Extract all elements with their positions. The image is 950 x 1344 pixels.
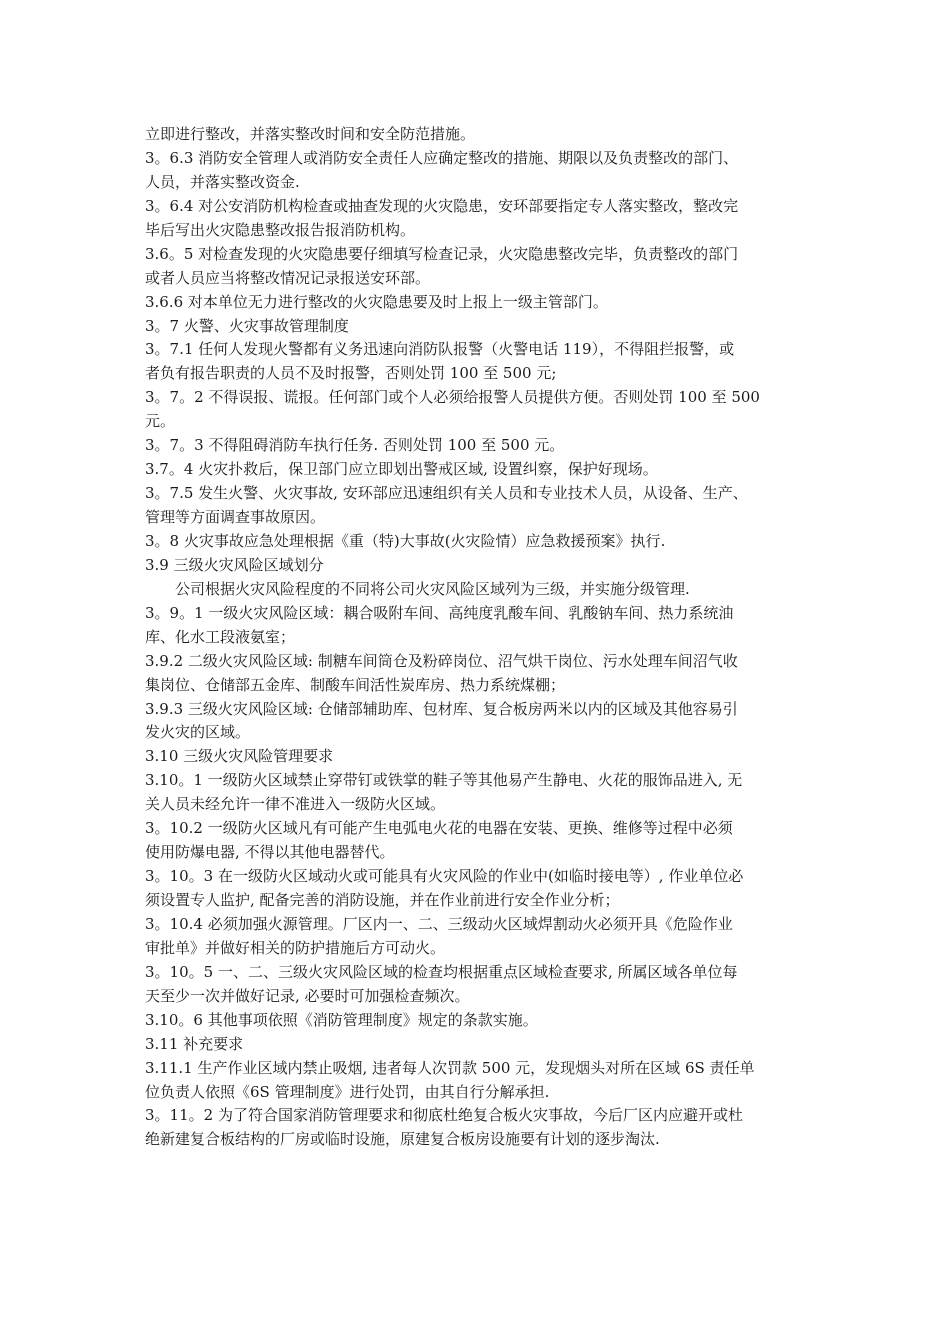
text-line: 3.9.3 三级火灾风险区域: 仓储部辅助库、包材库、复合板房两米以内的区域及其他容易引 (145, 699, 738, 718)
text-line: 元。 (145, 412, 176, 431)
section-heading: 3.10 三级火灾风险管理要求 (145, 747, 334, 766)
text-line: 3。6.4 对公安消防机构检查或抽查发现的火灾隐患，安环部要指定专人落实整改，整改完 (145, 196, 739, 215)
text-line: 3。7。2 不得误报、谎报。任何部门或个人必须给报警人员提供方便。否则处罚 100 至 500 (145, 388, 760, 407)
text-line: 3。10。3 在一级防火区域动火或可能具有火灾风险的作业中(如临时接电等）, 作业单位必 (145, 867, 744, 886)
text-line: 位负责人依照《6S 管理制度》进行处罚，由其自行分解承担. (145, 1082, 550, 1101)
text-line: 3.6。5 对检查发现的火灾隐患要仔细填写检查记录，火灾隐患整改完毕，负责整改的部门 (145, 244, 739, 263)
intro-paragraph: 公司根据火灾风险程度的不同将公司火灾风险区域列为三级，并实施分级管理. (175, 579, 690, 598)
text-line: 集岗位、仓储部五金库、制酸车间活性炭库房、热力系统煤棚； (145, 675, 566, 694)
text-line: 3。9。1 一级火灾风险区域：耦合吸附车间、高纯度乳酸车间、乳酸钠车间、热力系统油 (145, 603, 734, 622)
text-line: 者负有报告职责的人员不及时报警，否则处罚 100 至 500 元; (145, 364, 557, 383)
text-line: 人员，并落实整改资金. (145, 172, 300, 191)
section-heading: 3.11 补充要求 (145, 1034, 244, 1053)
text-line: 绝新建复合板结构的厂房或临时设施，原建复合板房设施要有计划的逐步淘汰. (145, 1130, 660, 1149)
text-line: 3.6.6 对本单位无力进行整改的火灾隐患要及时上报上一级主管部门。 (145, 292, 608, 311)
text-line: 3。10.2 一级防火区域凡有可能产生电弧电火花的电器在安装、更换、维修等过程中必须 (145, 819, 733, 838)
text-line: 库、化水工段液氨室； (145, 627, 296, 646)
text-line: 或者人员应当将整改情况记录报送安环部。 (145, 268, 431, 287)
text-line: 须设置专人监护, 配备完善的消防设施，并在作业前进行安全作业分析； (145, 891, 620, 909)
text-line: 立即进行整改，并落实整改时间和安全防范措施。 (145, 125, 476, 143)
text-line: 毕后写出火灾隐患整改报告报消防机构。 (145, 220, 416, 239)
text-line: 关人员未经允许一律不准进入一级防火区域。 (145, 795, 446, 814)
text-line: 审批单》并做好相关的防护措施后方可动火。 (145, 938, 446, 957)
text-line: 3。10.4 必须加强火源管理。厂区内一、二、三级动火区域焊割动火必须开具《危险作业 (145, 914, 733, 933)
text-line: 3。6.3 消防安全管理人或消防安全责任人应确定整改的措施、期限以及负责整改的部门、 (145, 148, 739, 167)
text-line: 3.9.2 二级火灾风险区域: 制糖车间筒仓及粉碎岗位、沼气烘干岗位、污水处理车间沼气收 (145, 651, 738, 670)
text-line: 天至少一次并做好记录, 必要时可加强检查频次。 (145, 986, 470, 1005)
text-line: 3。11。2 为了符合国家消防管理要求和彻底杜绝复合板火灾事故，今后厂区内应避开或杜 (145, 1106, 743, 1125)
text-line: 3。7.1 任何人发现火警都有义务迅速向消防队报警（火警电话 119），不得阻拦报警，或 (145, 340, 735, 359)
section-heading: 3.9 三级火灾风险区域划分 (145, 555, 324, 574)
text-line: 3.7。4 火灾扑救后，保卫部门应立即划出警戒区域, 设置纠察，保护好现场。 (145, 460, 658, 479)
text-line: 管理等方面调查事故原因。 (145, 508, 326, 526)
text-line: 发火灾的区域。 (145, 723, 251, 742)
document-body (145, 123, 825, 1152)
text-line: 3.10。1 一级防火区域禁止穿带钉或铁掌的鞋子等其他易产生静电、火花的服饰品进入, 无 (145, 771, 743, 790)
text-line: 3。7。3 不得阻碍消防车执行任务. 否则处罚 100 至 500 元。 (145, 436, 565, 455)
text-line: 3。8 火灾事故应急处理根据《重（特)大事故(火灾险情）应急救援预案》执行. (145, 531, 666, 550)
section-heading: 3。7 火警、火灾事故管理制度 (145, 316, 349, 335)
text-line: 使用防爆电器, 不得以其他电器替代。 (145, 843, 395, 862)
text-line: 3。7.5 发生火警、火灾事故, 安环部应迅速组织有关人员和专业技术人员，从设备、生产、 (145, 484, 748, 503)
text-line: 3。10。5 一、二、三级火灾风险区域的检查均根据重点区域检查要求, 所属区域各单位每 (145, 962, 738, 981)
text-line: 3.10。6 其他事项依照《消防管理制度》规定的条款实施。 (145, 1010, 538, 1029)
text-line: 3.11.1 生产作业区域内禁止吸烟, 违者每人次罚款 500 元，发现烟头对所在区域 6S 责任单 (145, 1058, 755, 1077)
